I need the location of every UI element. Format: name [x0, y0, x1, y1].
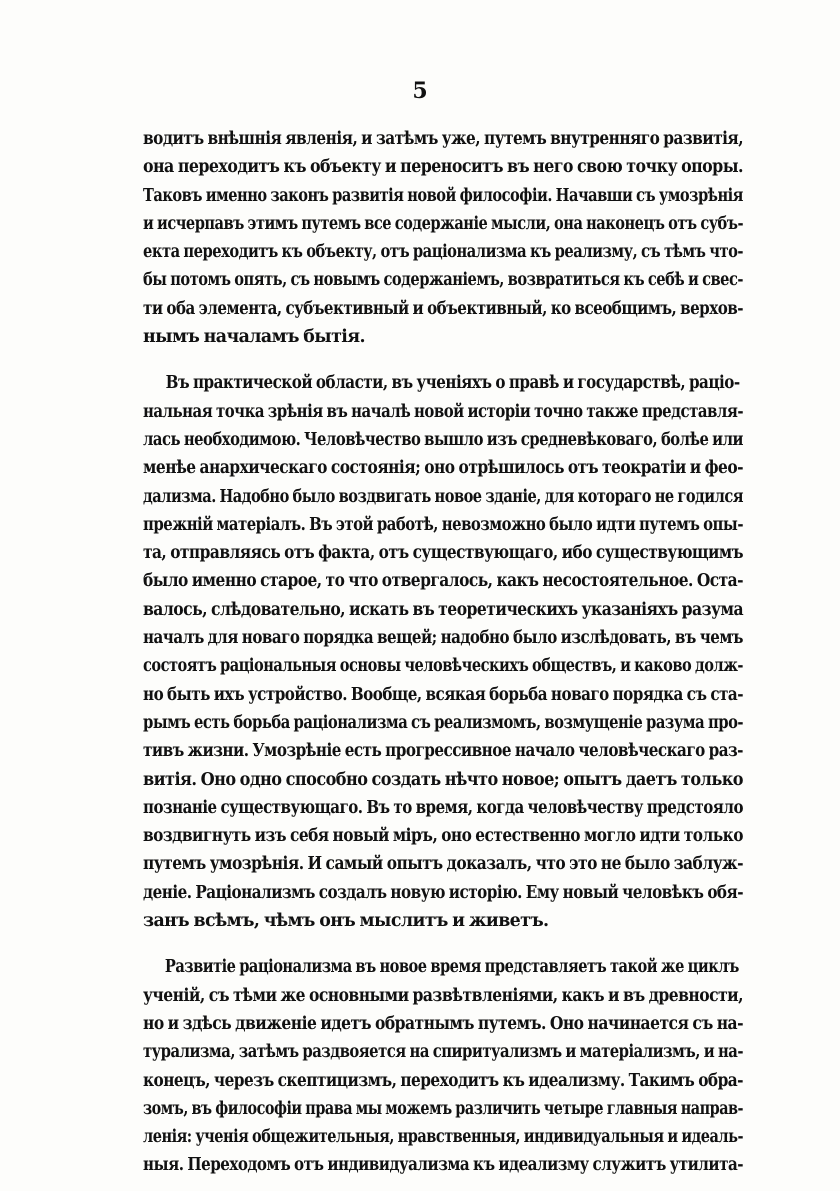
- page-number: 5: [412, 78, 428, 104]
- text-line: прежній матеріалъ. Въ этой работѣ, невозможно было идти путемъ опы-: [143, 514, 743, 535]
- paragraph-3: [143, 953, 743, 1179]
- text-line: бы потомъ опять, съ новымъ содержаніемъ, возвратиться къ себѣ и свес-: [143, 270, 743, 291]
- text-line: ти оба элемента, субъективный и объективный, ко всеобщимъ, верхов-: [143, 298, 743, 319]
- text-line: екта переходитъ къ объекту, отъ раціонализма къ реализму, съ тѣмъ что-: [143, 242, 744, 263]
- text-line: ныя. Переходомъ отъ индивидуализма къ идеализму служитъ утилита-: [143, 1155, 743, 1176]
- text-line: валось, слѣдовательно, искать въ теоретическихъ указаніяхъ разума: [143, 599, 744, 620]
- paragraph-1: [143, 125, 743, 351]
- text-line: ленія: ученія общежительныя, нравственныя, индивидуальныя и идеаль-: [143, 1127, 743, 1148]
- text-line: нымъ началамъ бытія.: [143, 327, 366, 348]
- text-line: но быть ихъ устройство. Вообще, всякая борьба новаго порядка съ ста-: [143, 684, 743, 705]
- text-line: воздвигнуть изъ себя новый міръ, оно естественно могло идти только: [143, 826, 743, 847]
- text-line: турализма, затѣмъ раздвояется на спиритуализмъ и матеріализмъ, и на-: [143, 1042, 744, 1063]
- text-line: Въ практической области, въ ученіяхъ о правѣ и государствѣ, раціо-: [165, 373, 740, 394]
- text-line: и исчерпавъ этимъ путемъ все содержаніе мысли, она наконецъ отъ субъ-: [143, 213, 744, 234]
- text-line: познаніе существующаго. Въ то время, когда человѣчеству предстояло: [143, 797, 743, 818]
- text-line: деніе. Раціонализмъ создалъ новую исторію. Ему новый человѣкъ обя-: [143, 882, 744, 903]
- text-line: началъ для новаго порядка вещей; надобно было изслѣдовать, въ чемъ: [143, 628, 743, 649]
- text-line: водитъ внѣшнія явленія, и затѣмъ уже, путемъ внутренняго развитія,: [143, 129, 744, 149]
- text-line: было именно старое, то что отвергалось, какъ несостоятельное. Оста-: [143, 571, 743, 592]
- text-line: рымъ есть борьба раціонализма съ реализмомъ, возмущеніе разума про-: [143, 712, 744, 733]
- text-line: Развитіе раціонализма въ новое время представляетъ такой же циклъ: [164, 957, 739, 978]
- text-line: дализма. Надобно было воздвигать новое зданіе, для котораго не годился: [143, 486, 744, 507]
- text-line: тивъ жизни. Умозрѣніе есть прогрессивное начало человѣческаго раз-: [143, 741, 743, 762]
- text-line: но и здѣсь движеніе идетъ обратнымъ путемъ. Оно начинается съ на-: [143, 1013, 744, 1034]
- text-line: конецъ, черезъ скептицизмъ, переходитъ къ идеализму. Такимъ обра-: [143, 1070, 744, 1091]
- text-line: путемъ умозрѣнія. И самый опытъ доказалъ, что это не было заблуж-: [143, 854, 744, 875]
- text-line: она переходитъ къ объекту и переноситъ въ него свою точку опоры.: [143, 157, 743, 178]
- text-line: Таковъ именно законъ развитія новой философіи. Начавши съ умозрѣнія: [143, 185, 743, 206]
- text-line: та, отправляясь отъ факта, отъ существующаго, ибо существующимъ: [143, 543, 744, 564]
- text-line: лась необходимою. Человѣчество вышло изъ средневѣковаго, болѣе или: [143, 429, 744, 450]
- text-line: состоятъ раціональныя основы человѣческихъ обществъ, и каково долж-: [143, 656, 743, 677]
- text-line: зомъ, въ философіи права мы можемъ различить четыре главныя направ-: [143, 1098, 743, 1119]
- body-text: [143, 125, 743, 1180]
- text-line: витія. Оно одно способно создать нѣчто новое; опытъ даетъ только: [143, 769, 744, 790]
- text-line: ученій, съ тѣми же основными развѣтвленіями, какъ и въ древности,: [143, 985, 743, 1006]
- text-line: менѣе анархическаго состоянія; оно отрѣшилось отъ теократіи и фео-: [143, 458, 743, 479]
- text-line: занъ всѣмъ, чѣмъ онъ мыслитъ и живетъ.: [143, 911, 549, 932]
- paragraph-2: [143, 369, 743, 935]
- text-line: нальная точка зрѣнія въ началѣ новой исторіи точно также представля-: [143, 401, 744, 422]
